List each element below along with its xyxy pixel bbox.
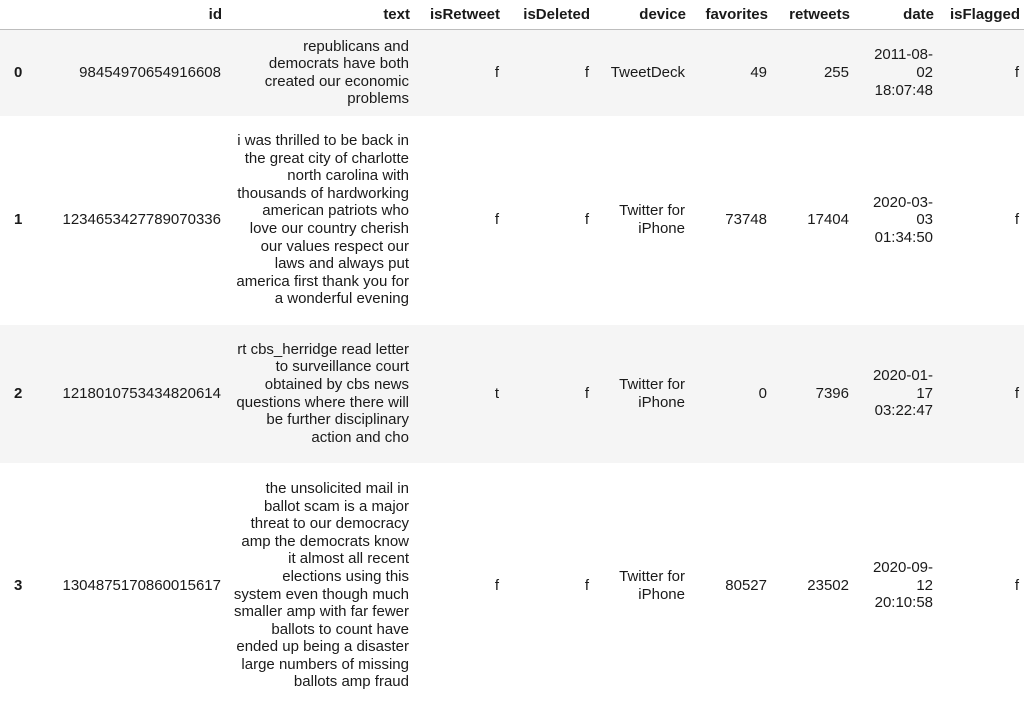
cell-device: Twitter for iPhone — [619, 202, 685, 237]
row-index: 3 — [14, 576, 23, 594]
row-index: 0 — [14, 63, 23, 81]
table-body — [0, 30, 1024, 709]
cell-isretweet: f — [494, 576, 499, 594]
cell-isdeleted: f — [584, 576, 589, 594]
header-index — [0, 0, 36, 30]
row-index: 2 — [14, 384, 23, 402]
cell-id: 1234653427789070336 — [62, 211, 221, 229]
header-id: id — [36, 0, 226, 30]
cell-device: TweetDeck — [610, 63, 685, 81]
cell-retweets: 23502 — [807, 576, 849, 594]
table-row — [0, 325, 1024, 463]
cell-device: Twitter for iPhone — [619, 567, 685, 603]
cell-device: Twitter for iPhone — [619, 375, 685, 411]
cell-isretweet: t — [494, 384, 499, 402]
header-retweets: retweets — [772, 0, 854, 30]
header-row — [0, 0, 1024, 30]
cell-date: 2011-08-02 18:07:48 — [874, 46, 933, 99]
cell-favorites: 80527 — [725, 576, 767, 594]
cell-isdeleted: f — [584, 211, 589, 229]
header-isflagged: isFlagged — [938, 0, 1024, 30]
table-row — [0, 463, 1024, 709]
cell-date: 2020-03-03 01:34:50 — [872, 193, 933, 246]
cell-isflagged: f — [1014, 576, 1019, 594]
header-isdeleted: isDeleted — [504, 0, 594, 30]
cell-isdeleted: f — [584, 384, 589, 402]
cell-retweets: 17404 — [807, 211, 849, 229]
cell-isretweet: f — [494, 211, 499, 229]
cell-text: rt cbs_herridge read letter to surveillance court obtained by cbs news questions where there will be further disciplinary action and cho — [236, 340, 409, 446]
cell-isdeleted: f — [584, 63, 589, 81]
cell-favorites: 0 — [758, 384, 767, 402]
table-header — [0, 0, 1024, 30]
cell-id: 1304875170860015617 — [62, 576, 221, 594]
header-device: device — [594, 0, 690, 30]
row-index: 1 — [14, 211, 23, 229]
header-date: date — [854, 0, 938, 30]
cell-isflagged: f — [1014, 211, 1019, 229]
cell-retweets: 255 — [823, 63, 849, 81]
table-row — [0, 30, 1024, 116]
cell-text: i was thrilled to be back in the great city of charlotte north carolina with thousands of hardworking american patriots who love our country cherish our values respect our laws and always put america first thank you for a wonderful evening — [236, 132, 409, 308]
cell-date: 2020-01-17 03:22:47 — [872, 367, 933, 420]
cell-id: 98454970654916608 — [79, 63, 221, 81]
header-text: text — [226, 0, 414, 30]
cell-isflagged: f — [1014, 384, 1019, 402]
cell-text: the unsolicited mail in ballot scam is a major threat to our democracy amp the democrats know it almost all recent elections using this system even though much smaller amp with far fewer ballots to count have ended up being a disaster large numbers of missing ballots amp fraud — [233, 479, 409, 691]
header-isretweet: isRetweet — [414, 0, 504, 30]
cell-isflagged: f — [1014, 63, 1019, 81]
cell-id: 1218010753434820614 — [62, 384, 221, 402]
table-row — [0, 116, 1024, 325]
cell-favorites: 73748 — [725, 211, 767, 229]
cell-favorites: 49 — [750, 63, 767, 81]
cell-date: 2020-09-12 20:10:58 — [872, 559, 933, 612]
cell-text: republicans and democrats have both created our economic problems — [264, 37, 409, 108]
cell-retweets: 7396 — [815, 384, 849, 402]
header-favorites: favorites — [690, 0, 772, 30]
cell-isretweet: f — [494, 63, 499, 81]
